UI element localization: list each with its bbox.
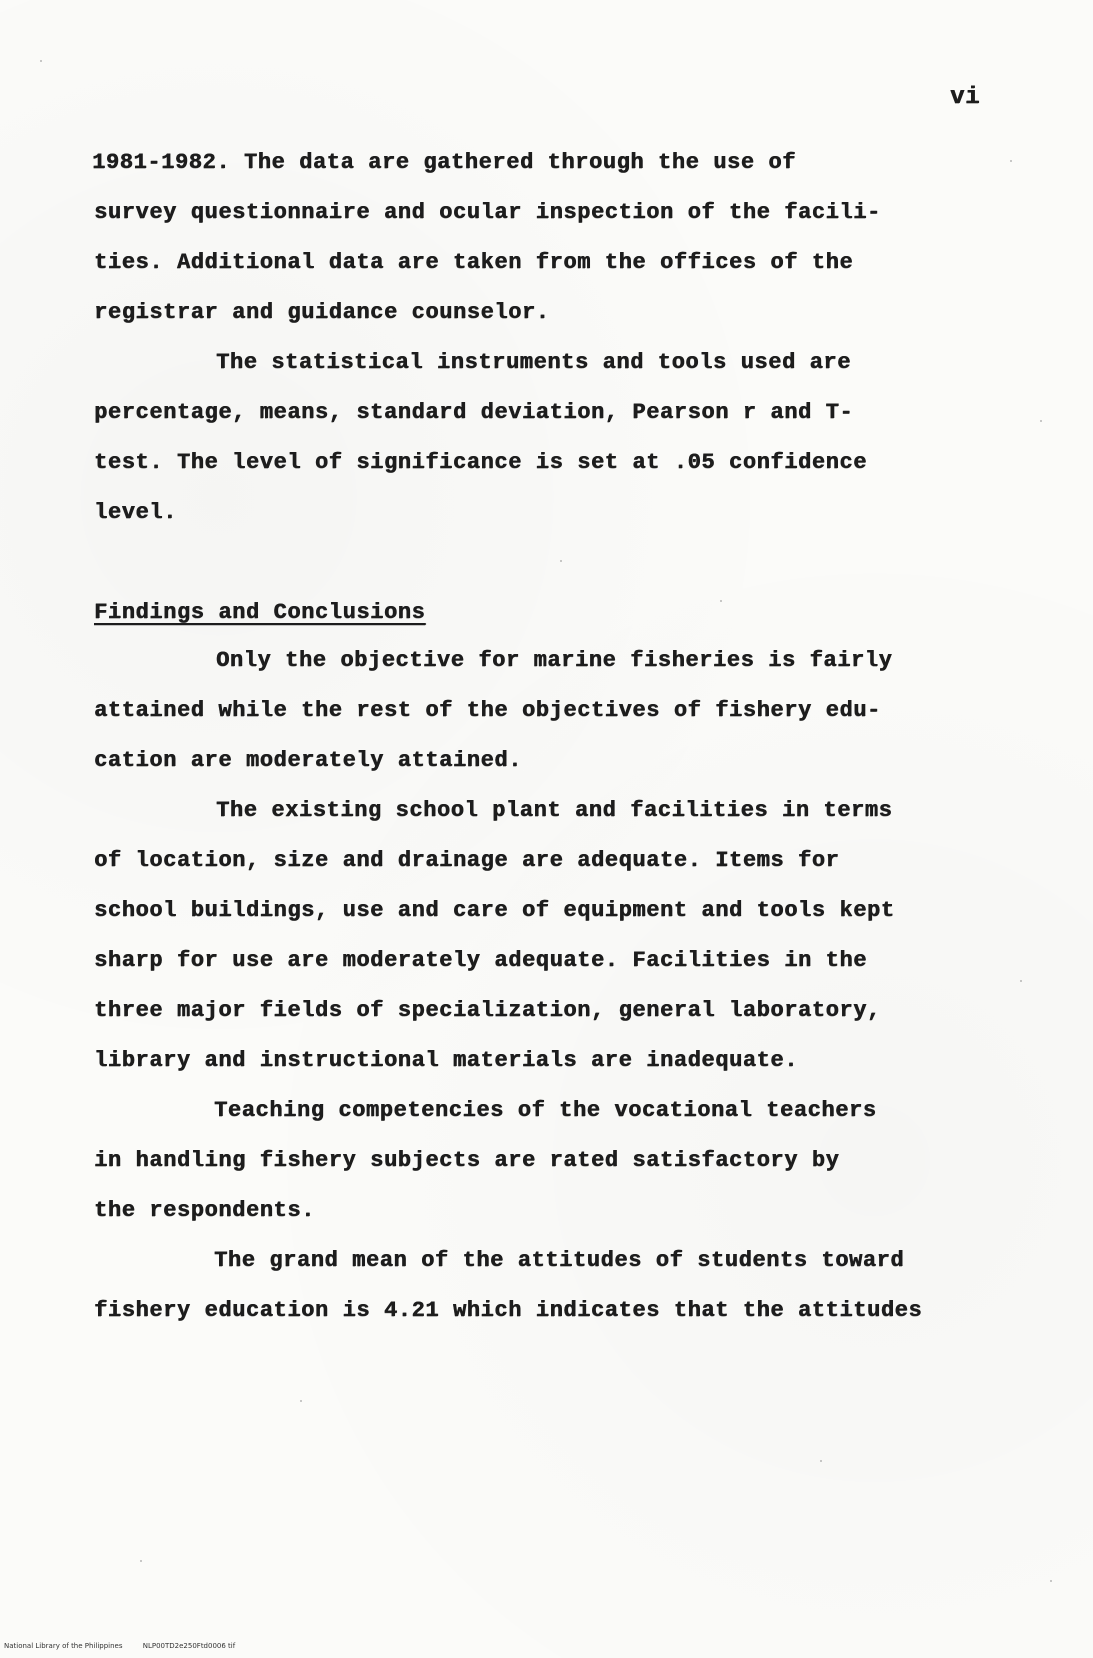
text-line: fishery education is 4.21 which indicates that the attitudes: [94, 1298, 923, 1323]
text-line: Teaching competencies of the vocational teachers: [214, 1098, 877, 1123]
text-line: Only the objective for marine fisheries is fairly: [216, 648, 893, 673]
text-line: percentage, means, standard deviation, Pearson r and T-: [94, 400, 854, 425]
text-line: The existing school plant and facilities in terms: [216, 798, 893, 823]
section-heading: Findings and Conclusions: [94, 600, 426, 625]
scan-speckle: [40, 60, 42, 62]
text-line: three major fields of specialization, general laboratory,: [94, 998, 881, 1023]
text-line: survey questionnaire and ocular inspection of the facili-: [94, 200, 881, 225]
scan-speckle: [1020, 980, 1022, 982]
text-line: school buildings, use and care of equipment and tools kept: [94, 898, 895, 923]
text-line: test. The level of significance is set at .05 confidence: [94, 450, 867, 475]
footer-library: National Library of the Philippines: [4, 1642, 123, 1650]
text-line: The grand mean of the attitudes of students toward: [214, 1248, 905, 1273]
scan-speckle: [820, 1460, 822, 1462]
scan-speckle: [1040, 420, 1042, 422]
scan-speckle: [140, 1560, 142, 1562]
text-line: ties. Additional data are taken from the offices of the: [94, 250, 854, 275]
scan-speckle: [300, 1400, 302, 1402]
text-line: sharp for use are moderately adequate. Facilities in the: [94, 948, 867, 973]
page-number: vi: [950, 84, 981, 111]
text-line: in handling fishery subjects are rated satisfactory by: [94, 1148, 840, 1173]
text-line: 1981-1982. The data are gathered through the use of: [92, 150, 796, 175]
scan-footer: [4, 1642, 235, 1650]
text-line: The statistical instruments and tools used are: [216, 350, 851, 375]
footer-code: NLP00TD2e250Ftd0006 tif: [142, 1642, 236, 1650]
scan-speckle: [1010, 160, 1012, 162]
scan-speckle: [1050, 1580, 1052, 1582]
scan-speckle: [560, 560, 562, 562]
text-line: registrar and guidance counselor.: [94, 300, 550, 325]
text-line: library and instructional materials are inadequate.: [94, 1048, 798, 1073]
text-line: level.: [94, 500, 177, 525]
text-line: of location, size and drainage are adequate. Items for: [94, 848, 840, 873]
text-line: attained while the rest of the objectives of fishery edu-: [94, 698, 881, 723]
text-line: cation are moderately attained.: [94, 748, 522, 773]
scan-speckle: [720, 600, 722, 602]
text-line: the respondents.: [94, 1198, 315, 1223]
